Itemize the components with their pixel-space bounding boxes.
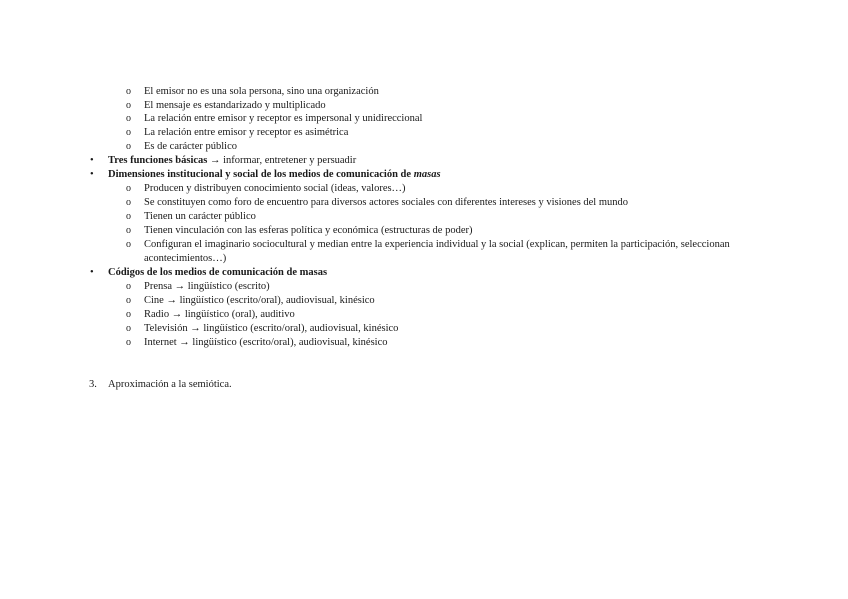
list-item-text: La relación entre emisor y receptor es asimétrica (144, 127, 349, 138)
bullet-circle-icon: o (126, 183, 131, 194)
list-item-text: acontecimientos…) (144, 253, 227, 264)
bullet-circle-icon: o (126, 281, 131, 292)
bullet-circle-icon: o (126, 86, 131, 97)
bullet-circle-icon: o (126, 211, 131, 222)
bullet-dot-icon: • (90, 169, 94, 180)
list-item-text: Códigos de los medios de comunicación de masas (108, 267, 328, 278)
bullet-dot-icon: • (90, 267, 94, 278)
section-title: Aproximación a la semiótica. (108, 379, 232, 390)
list-item-text: Producen y distribuyen conocimiento social (ideas, valores…) (144, 183, 406, 194)
list-item-bold-text: Dimensiones institucional y social de los medios de comunicación de (108, 169, 414, 180)
list-item-text: Cine → lingüístico (escrito/oral), audiovisual, kinésico (144, 295, 375, 306)
list-item-text: La relación entre emisor y receptor es impersonal y unidireccional (144, 113, 423, 124)
bullet-circle-icon: o (126, 323, 131, 334)
bullet-dot-icon: • (90, 155, 94, 166)
list-item-text: Internet → lingüístico (escrito/oral), audiovisual, kinésico (144, 337, 388, 348)
list-item-text: Configuran el imaginario sociocultural y median entre la experiencia individual y la social (explican, permiten la participación, seleccionan (144, 239, 730, 250)
bullet-circle-icon: o (126, 239, 131, 250)
list-item-text (108, 154, 356, 168)
bullet-circle-icon: o (126, 113, 131, 124)
bullet-circle-icon: o (126, 127, 131, 138)
bullet-circle-icon: o (126, 295, 131, 306)
list-item-text: Televisión → lingüístico (escrito/oral), audiovisual, kinésico (144, 323, 399, 334)
list-item-text: Es de carácter público (144, 141, 237, 152)
list-item-bold-italic-text: masas (413, 169, 441, 180)
list-item-text: El mensaje es estandarizado y multiplicado (144, 100, 326, 111)
list-item-text: El emisor no es una sola persona, sino una organización (144, 86, 379, 97)
list-item-text: Tienen vinculación con las esferas política y económica (estructuras de poder) (144, 225, 473, 236)
list-item-text (108, 168, 441, 182)
bullet-circle-icon: o (126, 337, 131, 348)
bullet-circle-icon: o (126, 309, 131, 320)
bullet-circle-icon: o (126, 225, 131, 236)
list-item-rest-text: informar, entretener y persuadir (220, 155, 357, 166)
list-item-text: Tienen un carácter público (144, 211, 256, 222)
list-item-text: Radio → lingüístico (oral), auditivo (144, 309, 295, 320)
list-item-text: Se constituyen como foro de encuentro para diversos actores sociales con diferentes intereses y visiones del mundo (144, 197, 629, 208)
list-item-text: Prensa → lingüístico (escrito) (144, 281, 270, 292)
bullet-circle-icon: o (126, 100, 131, 111)
bullet-circle-icon: o (126, 197, 131, 208)
section-number: 3. (89, 379, 97, 390)
list-item-bold-text: Tres funciones básicas → (108, 155, 221, 166)
bullet-circle-icon: o (126, 141, 131, 152)
